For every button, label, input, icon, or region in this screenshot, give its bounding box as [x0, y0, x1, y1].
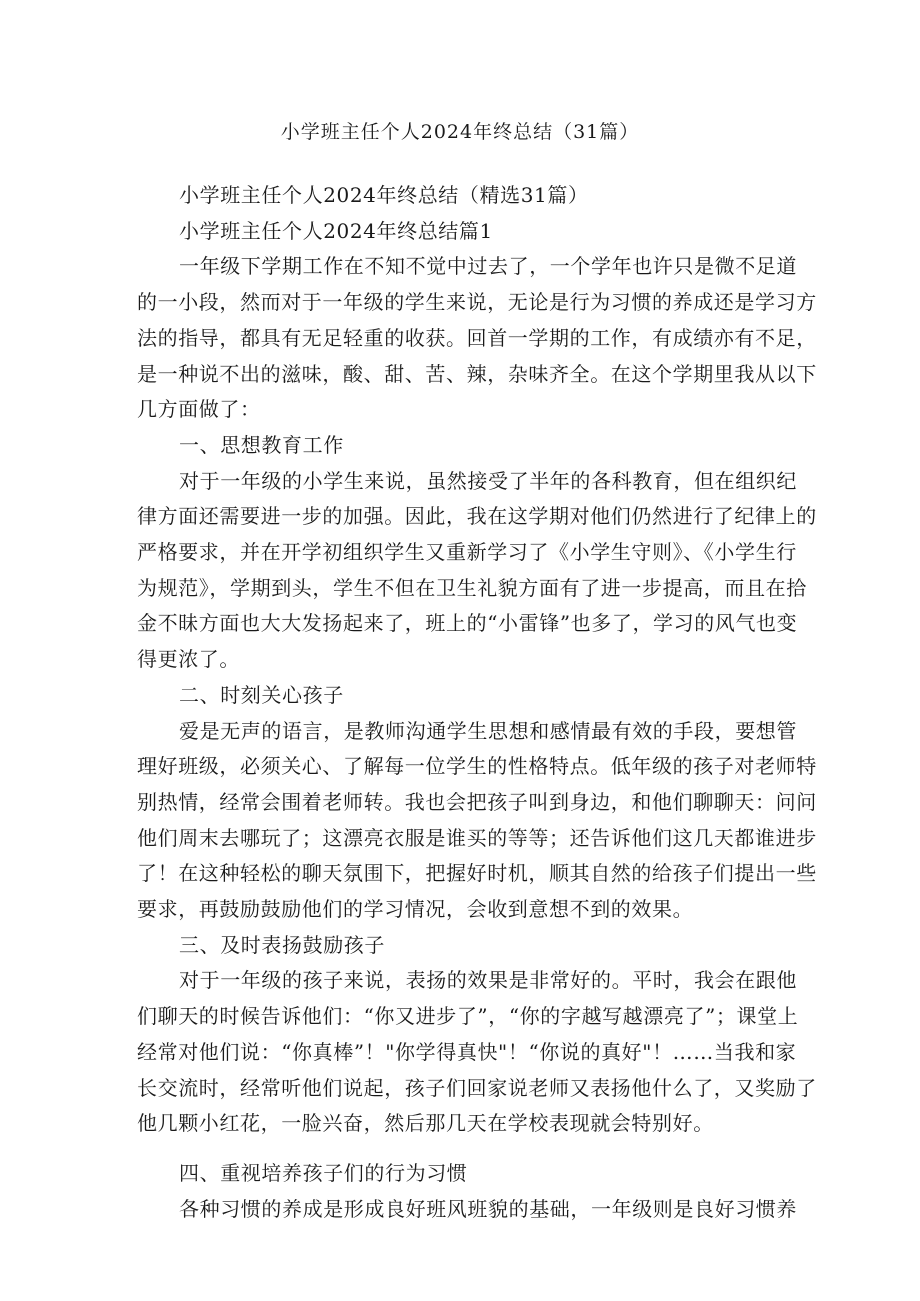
- paragraph-line: 的一小段，然而对于一年级的学生来说，无论是行为习惯的养成还是学习方: [137, 290, 817, 315]
- section-heading: 一、思想教育工作: [179, 432, 344, 457]
- paragraph-line: 他几颗小红花，一脸兴奋，然后那几天在学校表现就会特别好。: [137, 1111, 714, 1136]
- paragraph-line: 爱是无声的语言，是教师沟通学生思想和感情最有效的手段，要想管: [179, 718, 797, 743]
- paragraph-line: 理好班级，必须关心、了解每一位学生的性格特点。低年级的孩子对老师特: [137, 754, 817, 779]
- paragraph-line: 各种习惯的养成是形成良好班风班貌的基础，一年级则是良好习惯养: [179, 1196, 797, 1221]
- spacer: [137, 1142, 789, 1156]
- paragraph-line: 法的指导，都具有无足轻重的收获。回首一学期的工作，有成绩亦有不足，: [137, 325, 817, 350]
- paragraph-line: 别热情，经常会围着老师转。我也会把孩子叫到身边，和他们聊聊天：问问: [137, 789, 817, 814]
- paragraph-line: 得更浓了。: [137, 647, 240, 672]
- paragraph-line: 律方面还需要进一步的加强。因此，我在这学期对他们仍然进行了纪律上的: [137, 504, 817, 529]
- document-title: 小学班主任个人2024年终总结（31篇）: [280, 121, 640, 143]
- paragraph-line: 对于一年级的小学生来说，虽然接受了半年的各科教育，但在组织纪: [179, 468, 797, 493]
- paragraph-line: 为规范》，学期到头，学生不但在卫生礼貌方面有了进一步提高，而且在拾: [137, 575, 807, 600]
- paragraph-line: 几方面做了：: [137, 397, 261, 422]
- section-heading: 二、时刻关心孩子: [179, 682, 344, 707]
- document-body: [137, 178, 817, 1227]
- paragraph-line: 严格要求，并在开学初组织学生又重新学习了《小学生守则》、《小学生行: [137, 540, 797, 565]
- paragraph-line: 经常对他们说：“你真棒”！"你学得真快"！“你说的真好"！……当我和家: [137, 1039, 797, 1064]
- paragraph-line: 金不昧方面也大大发扬起来了，班上的“小雷锋”也多了，学习的风气也变: [137, 611, 798, 636]
- section-heading: 三、及时表扬鼓励孩子: [179, 932, 385, 957]
- document-subtitle: 小学班主任个人2024年终总结（精选31篇）: [179, 183, 589, 207]
- paragraph-line: 一年级下学期工作在不知不觉中过去了，一个学年也许只是微不足道: [179, 254, 797, 279]
- section-heading: 四、重视培养孩子们的行为习惯: [179, 1160, 468, 1185]
- paragraph-line: 是一种说不出的滋味，酸、甜、苦、辣，杂味齐全。在这个学期里我从以下: [137, 361, 817, 386]
- paragraph-line: 们聊天的时候告诉他们：“你又进步了”，“你的字越写越漂亮了”；课堂上: [137, 1004, 799, 1029]
- paragraph-line: 了！在这种轻松的聊天氛围下，把握好时机，顺其自然的给孩子们提出一些: [137, 861, 817, 886]
- paragraph-line: 长交流时，经常听他们说起，孩子们回家说老师又表扬他什么了，又奖励了: [137, 1075, 817, 1100]
- article-title: 小学班主任个人2024年终总结篇1: [179, 218, 493, 243]
- paragraph-line: 他们周末去哪玩了；这漂亮衣服是谁买的等等；还告诉他们这几天都谁进步: [137, 825, 817, 850]
- paragraph-line: 要求，再鼓励鼓励他们的学习情况，会收到意想不到的效果。: [137, 897, 694, 922]
- paragraph-line: 对于一年级的孩子来说，表扬的效果是非常好的。平时，我会在跟他: [179, 968, 797, 993]
